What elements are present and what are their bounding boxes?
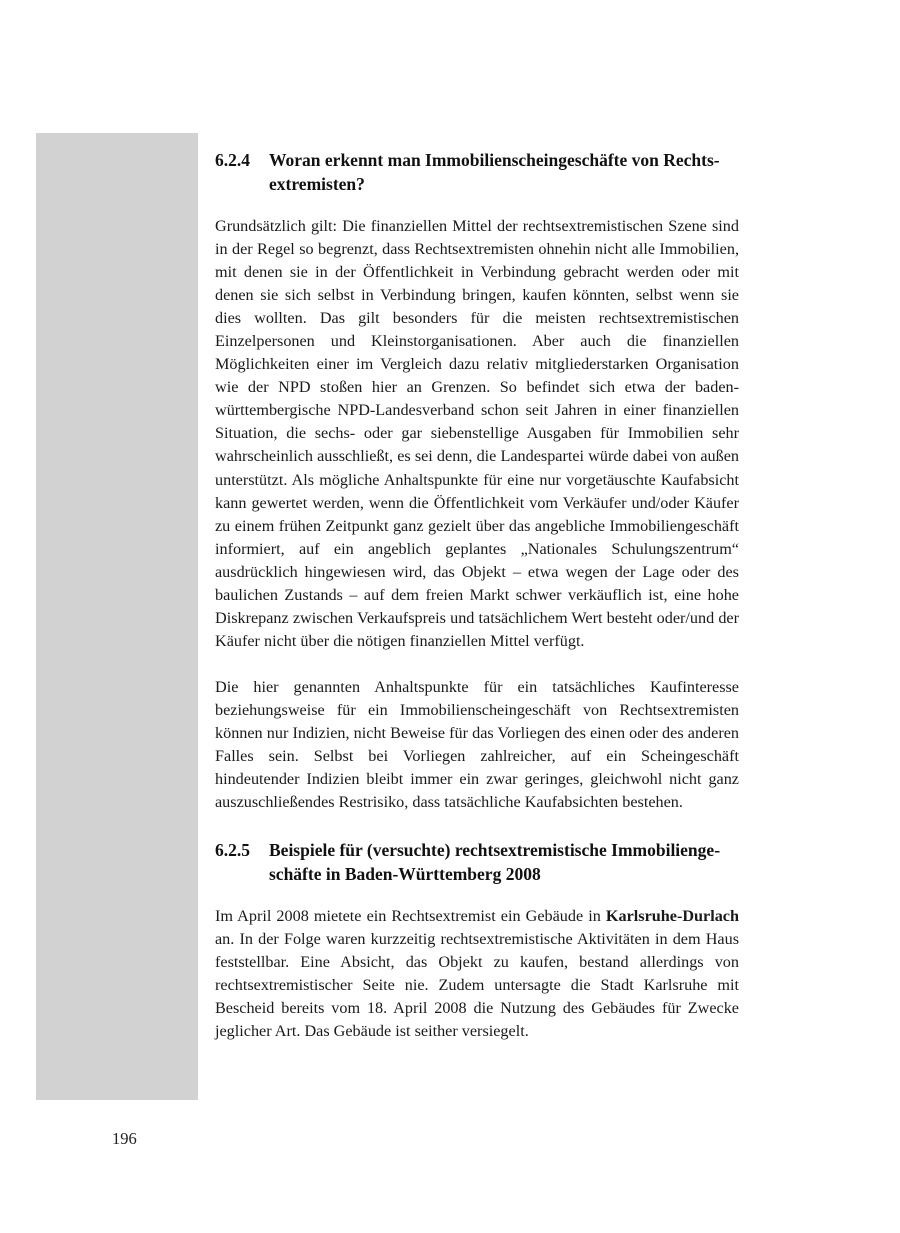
section-number: 6.2.4 bbox=[215, 150, 250, 170]
section-title: Beispiele für (versuchte) rechtsextremistische Immobiliengeschäfte in Baden-Württemberg 2008 bbox=[269, 840, 721, 885]
section-heading-6-2-5 bbox=[215, 838, 739, 886]
place-name-bold: Karlsruhe-Durlach bbox=[605, 907, 739, 926]
margin-grey-bar bbox=[36, 133, 198, 1100]
section-number: 6.2.5 bbox=[215, 840, 250, 861]
page-content bbox=[215, 148, 739, 1043]
paragraph-text: an. In der Folge waren kurzzeitig rechtsextremistische Aktivitäten in dem Haus feststellbar. Eine Absicht, das Objekt zu kaufen, bestand allerdings von rechtsextremistischer Seite nie. Zudem untersagte die Stadt Karlsruhe mit Bescheid bereits vom 18. April 2008 die Nutzung des Gebäudes für Zwecke jeglicher Art. Das Gebäude ist seither versiegelt. bbox=[215, 930, 739, 1041]
paragraph-text: Im April 2008 mietete ein Rechtsextremist ein Gebäude in bbox=[215, 907, 606, 926]
page-number: 196 bbox=[112, 1129, 137, 1148]
body-paragraph bbox=[215, 905, 739, 1043]
section-title: Woran erkennt man Immobilienscheingeschäfte von Rechtsextremisten? bbox=[269, 150, 720, 194]
section-heading-6-2-4 bbox=[215, 148, 739, 196]
body-paragraph: Grundsätzlich gilt: Die finanziellen Mittel der rechtsextremistischen Szene sind in der Regel so begrenzt, dass Rechtsextremisten ohnehin nicht alle Immobilien, mit denen sie in der Öffentlichkeit in Verbindung gebracht werden oder mit denen sie sich selbst in Verbindung bringen, kaufen könnten, selbst wenn sie dies wollten. Das gilt besonders für die meisten rechtsextremistischen Einzelpersonen und Kleinstorganisationen. Aber auch die finanziellen Möglichkeiten einer im Vergleich dazu relativ mitgliederstarken Organisation wie der NPD stoßen hier an Grenzen. So befindet sich etwa der baden-württembergische NPD-Landesverband schon seit Jahren in einer finanziellen Situation, die sechs- oder gar siebenstellige Ausgaben für Immobilien sehr wahrscheinlich ausschließt, es sei denn, die Landespartei würde dabei von außen unterstützt. Als mögliche Anhaltspunkte für eine nur vorgetäuschte Kaufabsicht kann gewertet werden, wenn die Öffentlichkeit vom Verkäufer und/oder Käufer zu einem frühen Zeitpunkt ganz gezielt über das angebliche Immobiliengeschäft informiert, auf ein angeblich geplantes „Nationales Schulungszentrum“ ausdrücklich hingewiesen wird, das Objekt – etwa wegen der Lage oder des baulichen Zustands – auf dem freien Markt schwer verkäuflich ist, eine hohe Diskrepanz zwischen Verkaufspreis und tatsächlichem Wert besteht oder/und der Käufer nicht über die nötigen finanziellen Mittel verfügt. bbox=[215, 217, 739, 650]
body-paragraph: Die hier genannten Anhaltspunkte für ein tatsächliches Kaufinteresse beziehungsweise für ein Immobilienscheingeschäft von Rechtsextremisten können nur Indizien, nicht Beweise für das Vorliegen des einen oder des anderen Falles sein. Selbst bei Vorliegen zahlreicher, auf ein Scheingeschäft hindeutender Indizien bleibt immer ein zwar geringes, gleichwohl nicht ganz auszuschließendes Restrisiko, dass tatsächliche Kaufabsichten bestehen. bbox=[215, 677, 739, 812]
